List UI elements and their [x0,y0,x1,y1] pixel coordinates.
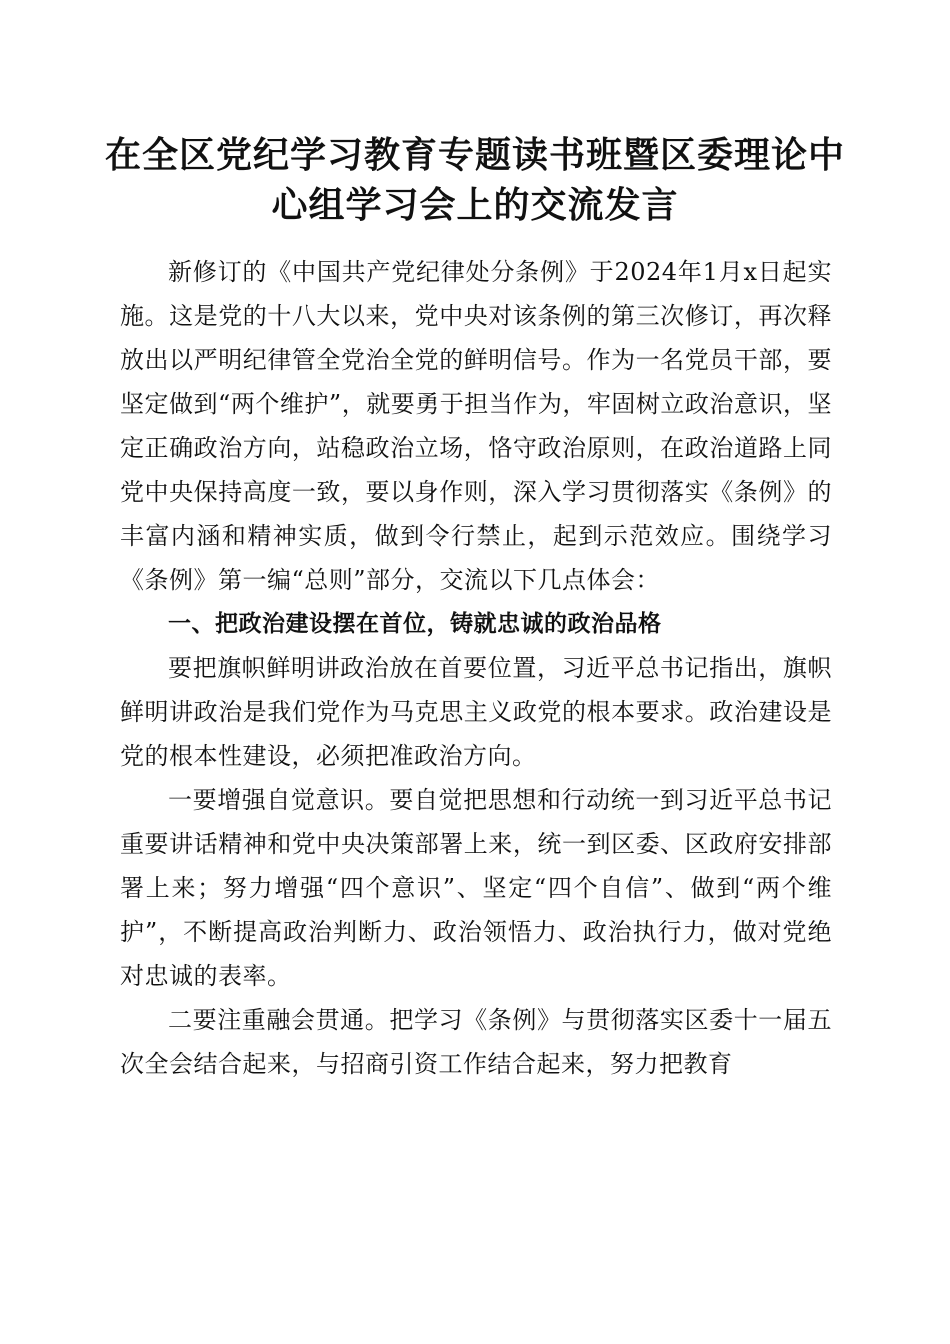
document-body [120,250,832,1086]
section-heading-1: 一、把政治建设摆在首位，铸就忠诚的政治品格 [168,611,662,637]
paragraph-2: 一要增强自觉意识。要自觉把思想和行动统一到习近平总书记重要讲话精神和党中央决策部署上来，统一到区委、区政府安排部署上来；努力增强“四个意识”、坚定“四个自信”、做到“两个维护”，不断提高政治判断力、政治领悟力、政治执行力，做对党绝对忠诚的表率。 [120,786,832,990]
title-line-1: 在全区党纪学习教育专题读书班暨区委理论中 [104,134,845,176]
paragraph-3: 二要注重融会贯通。把学习《条例》与贯彻落实区委十一届五次全会结合起来，与招商引资工作结合起来，努力把教育 [120,1006,832,1078]
paragraph-1: 要把旗帜鲜明讲政治放在首要位置，习近平总书记指出，旗帜鲜明讲政治是我们党作为马克思主义政党的根本要求。政治建设是党的根本性建设，必须把准政治方向。 [120,654,832,770]
document-title [100,130,850,230]
title-line-2: 心组学习会上的交流发言 [271,184,679,226]
paragraph-intro: 新修订的《中国共产党纪律处分条例》于2024年1月x日起实施。这是党的十八大以来，党中央对该条例的第三次修订，再次释放出以严明纪律管全党治全党的鲜明信号。作为一名党员干部，要坚定做到“两个维护”，就要勇于担当作为，牢固树立政治意识，坚定正确政治方向，站稳政治立场，恪守政治原则，在政治道路上同党中央保持高度一致，要以身作则，深入学习贯彻落实《条例》的丰富内涵和精神实质，做到令行禁止，起到示范效应。围绕学习《条例》第一编“总则”部分，交流以下几点体会： [120,258,832,594]
